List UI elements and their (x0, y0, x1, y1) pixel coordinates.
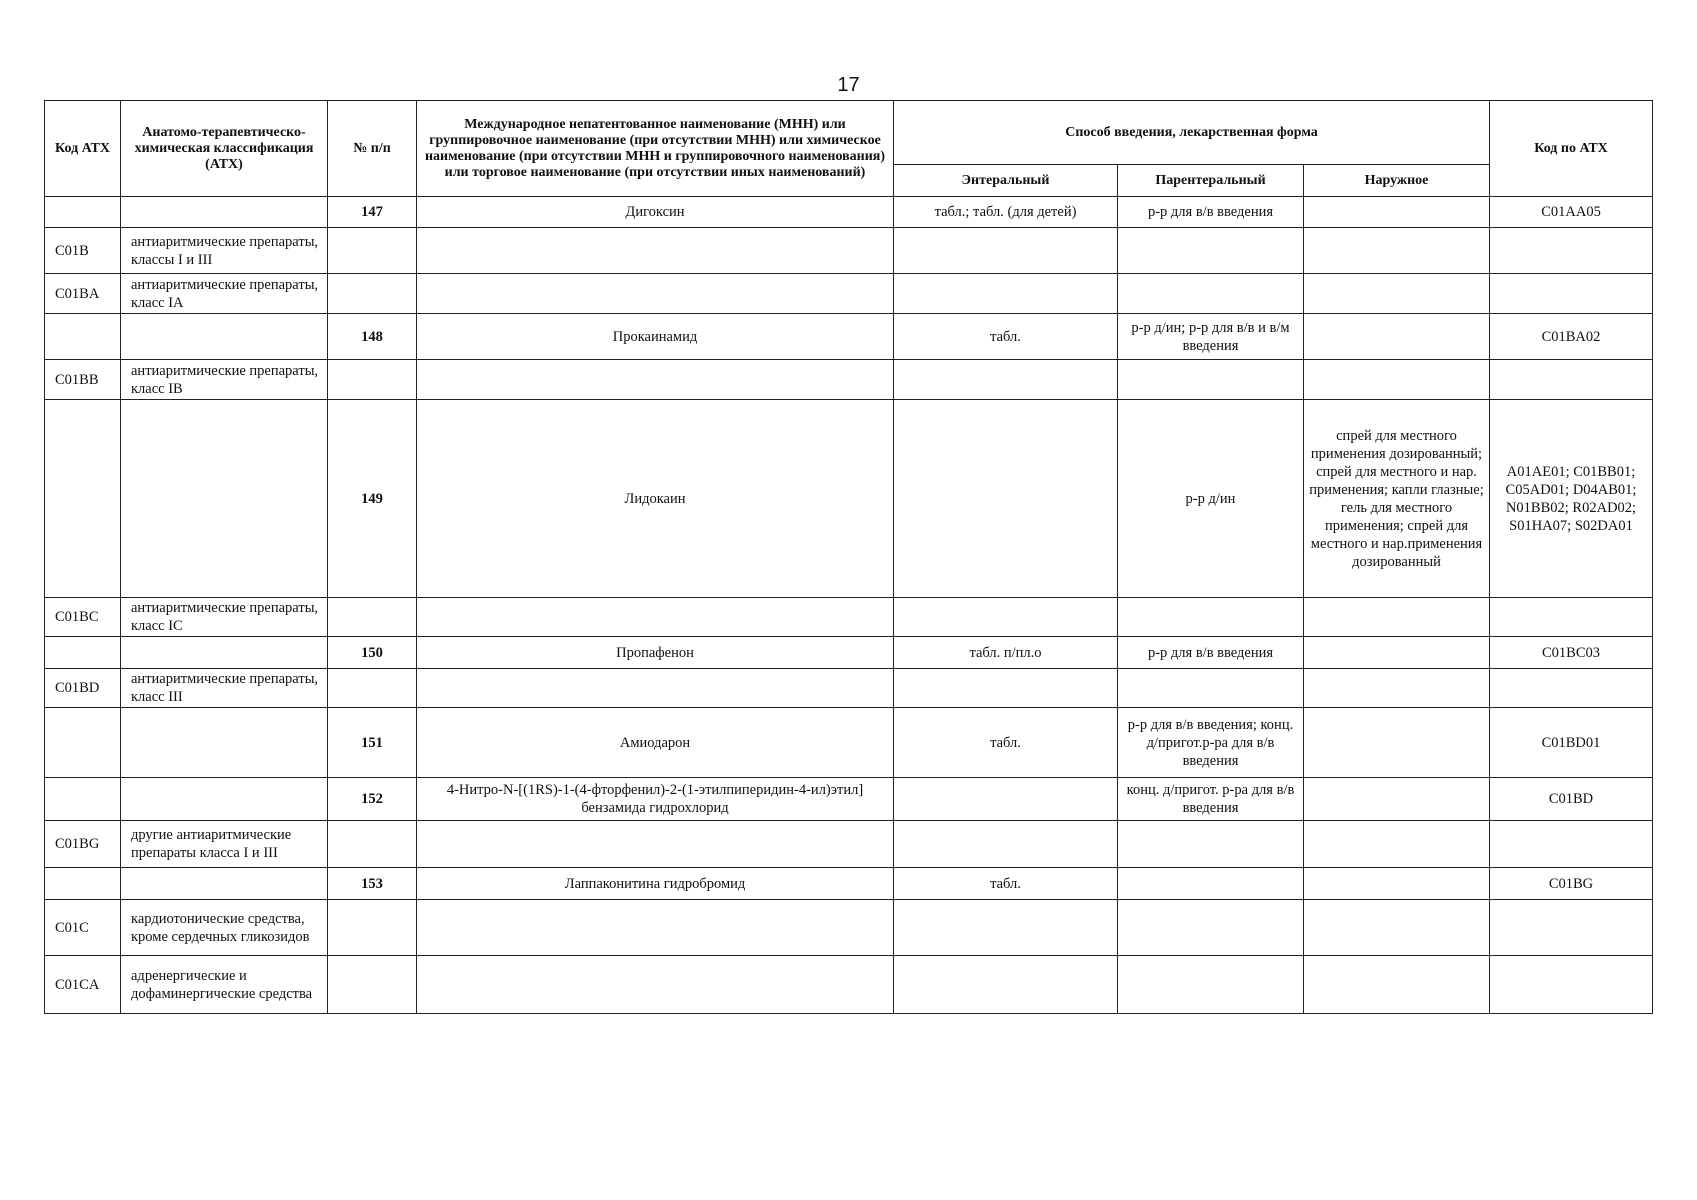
cell-classification: кардиотонические средства, кроме сердечных гликозидов (121, 900, 328, 956)
page-number: 17 (837, 74, 860, 96)
cell-external (1304, 598, 1490, 637)
cell-classification: антиаритмические препараты, класс IB (121, 360, 328, 400)
table-row (45, 274, 1653, 314)
cell-number (328, 821, 417, 868)
cell-external (1304, 868, 1490, 900)
table-body (45, 197, 1653, 1014)
cell-parenteral (1118, 868, 1304, 900)
cell-classification (121, 868, 328, 900)
cell-enteral: табл. (894, 868, 1118, 900)
cell-classification: антиаритмические препараты, класс III (121, 669, 328, 708)
cell-classification (121, 197, 328, 228)
cell-name: Дигоксин (417, 197, 894, 228)
cell-enteral (894, 778, 1118, 821)
table-row (45, 228, 1653, 274)
cell-enteral (894, 669, 1118, 708)
cell-atx-ref (1490, 821, 1653, 868)
cell-name (417, 900, 894, 956)
cell-name (417, 274, 894, 314)
cell-classification (121, 778, 328, 821)
cell-external (1304, 778, 1490, 821)
cell-classification: другие антиаритмические препараты класса I и III (121, 821, 328, 868)
cell-external (1304, 228, 1490, 274)
cell-parenteral (1118, 598, 1304, 637)
cell-parenteral (1118, 669, 1304, 708)
cell-enteral (894, 598, 1118, 637)
cell-enteral (894, 400, 1118, 598)
cell-atx-ref (1490, 360, 1653, 400)
cell-atx-code: C01BA (45, 274, 121, 314)
cell-name (417, 669, 894, 708)
cell-enteral (894, 274, 1118, 314)
cell-external (1304, 669, 1490, 708)
cell-atx-code: C01BC (45, 598, 121, 637)
cell-atx-code (45, 637, 121, 669)
table-row (45, 900, 1653, 956)
table-row (45, 598, 1653, 637)
header-atx-code: Код АТХ (45, 101, 121, 197)
cell-parenteral (1118, 228, 1304, 274)
cell-classification: антиаритмические препараты, классы I и III (121, 228, 328, 274)
cell-name: Лаппаконитина гидробромид (417, 868, 894, 900)
cell-enteral (894, 228, 1118, 274)
cell-number (328, 900, 417, 956)
cell-external (1304, 708, 1490, 778)
cell-atx-ref (1490, 274, 1653, 314)
header-external: Наружное (1304, 165, 1490, 197)
cell-external (1304, 821, 1490, 868)
atx-table (44, 100, 1653, 1014)
cell-enteral: табл. п/пл.о (894, 637, 1118, 669)
cell-atx-code (45, 197, 121, 228)
table-row (45, 708, 1653, 778)
cell-number (328, 360, 417, 400)
cell-parenteral: р-р для в/в введения (1118, 637, 1304, 669)
cell-external (1304, 900, 1490, 956)
cell-name (417, 360, 894, 400)
cell-number (328, 669, 417, 708)
cell-number: 149 (328, 400, 417, 598)
header-parenteral: Парентеральный (1118, 165, 1304, 197)
cell-number (328, 228, 417, 274)
cell-parenteral: конц. д/пригот. р-ра для в/в введения (1118, 778, 1304, 821)
cell-parenteral: р-р д/ин; р-р для в/в и в/м введения (1118, 314, 1304, 360)
cell-parenteral (1118, 821, 1304, 868)
header-number: № п/п (328, 101, 417, 197)
header-route: Способ введения, лекарственная форма (894, 101, 1490, 165)
table-row (45, 637, 1653, 669)
cell-atx-code (45, 778, 121, 821)
cell-enteral (894, 360, 1118, 400)
cell-external (1304, 360, 1490, 400)
cell-name: Лидокаин (417, 400, 894, 598)
cell-classification: адренергические и дофаминергические средства (121, 956, 328, 1014)
cell-parenteral (1118, 900, 1304, 956)
header-name: Международное непатентованное наименование (МНН) или группировочное наименование (при отсутствии МНН) или химическое наименование (при отсутствии МНН и группировочного наименования) или торговое наименование (при отсутствии иных наименований) (417, 101, 894, 197)
cell-atx-code (45, 868, 121, 900)
cell-classification (121, 400, 328, 598)
cell-number (328, 274, 417, 314)
cell-atx-ref: C01BD (1490, 778, 1653, 821)
table-row (45, 314, 1653, 360)
cell-atx-ref: C01BG (1490, 868, 1653, 900)
cell-classification (121, 637, 328, 669)
cell-atx-code (45, 314, 121, 360)
cell-external (1304, 314, 1490, 360)
cell-atx-code: C01BD (45, 669, 121, 708)
header-classification: Анатомо-терапевтическо-химическая классификация (АТХ) (121, 101, 328, 197)
cell-atx-code: C01C (45, 900, 121, 956)
cell-number (328, 956, 417, 1014)
cell-name: 4-Нитро-N-[(1RS)-1-(4-фторфенил)-2-(1-этилпиперидин-4-ил)этил] бензамида гидрохлорид (417, 778, 894, 821)
cell-parenteral (1118, 956, 1304, 1014)
cell-external (1304, 956, 1490, 1014)
cell-atx-ref (1490, 228, 1653, 274)
cell-name (417, 956, 894, 1014)
cell-classification (121, 708, 328, 778)
cell-classification: антиаритмические препараты, класс IA (121, 274, 328, 314)
cell-atx-ref: C01BD01 (1490, 708, 1653, 778)
cell-enteral (894, 900, 1118, 956)
cell-name: Прокаинамид (417, 314, 894, 360)
cell-enteral (894, 821, 1118, 868)
cell-external (1304, 637, 1490, 669)
table-row (45, 821, 1653, 868)
cell-name: Пропафенон (417, 637, 894, 669)
cell-parenteral (1118, 274, 1304, 314)
cell-atx-code: C01BB (45, 360, 121, 400)
cell-parenteral: р-р д/ин (1118, 400, 1304, 598)
header-enteral: Энтеральный (894, 165, 1118, 197)
table-row (45, 669, 1653, 708)
cell-atx-ref: C01AA05 (1490, 197, 1653, 228)
cell-number: 148 (328, 314, 417, 360)
cell-classification: антиаритмические препараты, класс IC (121, 598, 328, 637)
cell-enteral: табл.; табл. (для детей) (894, 197, 1118, 228)
cell-atx-ref: C01BA02 (1490, 314, 1653, 360)
cell-atx-code: C01BG (45, 821, 121, 868)
cell-enteral: табл. (894, 708, 1118, 778)
cell-enteral: табл. (894, 314, 1118, 360)
table-row (45, 868, 1653, 900)
cell-atx-code: C01B (45, 228, 121, 274)
cell-atx-ref: A01AE01; C01BB01; C05AD01; D04AB01; N01BB02; R02AD02; S01HA07; S02DA01 (1490, 400, 1653, 598)
table-row (45, 956, 1653, 1014)
cell-atx-ref: C01BC03 (1490, 637, 1653, 669)
table-row (45, 778, 1653, 821)
cell-external: спрей для местного применения дозированный; спрей для местного и нар. применения; капли глазные; гель для местного применения; спрей для местного и нар.применения дозированный (1304, 400, 1490, 598)
cell-atx-ref (1490, 900, 1653, 956)
table-row (45, 400, 1653, 598)
cell-name (417, 598, 894, 637)
cell-parenteral (1118, 360, 1304, 400)
cell-atx-code (45, 400, 121, 598)
cell-name: Амиодарон (417, 708, 894, 778)
cell-number (328, 598, 417, 637)
cell-parenteral: р-р для в/в введения (1118, 197, 1304, 228)
cell-enteral (894, 956, 1118, 1014)
cell-atx-ref (1490, 956, 1653, 1014)
cell-external (1304, 274, 1490, 314)
cell-atx-ref (1490, 669, 1653, 708)
header-atx-code-ref: Код по АТХ (1490, 101, 1653, 197)
cell-atx-code: C01CA (45, 956, 121, 1014)
cell-number: 151 (328, 708, 417, 778)
cell-number: 153 (328, 868, 417, 900)
cell-parenteral: р-р для в/в введения; конц. д/пригот.р-ра для в/в введения (1118, 708, 1304, 778)
cell-atx-code (45, 708, 121, 778)
cell-name (417, 228, 894, 274)
cell-number: 150 (328, 637, 417, 669)
cell-number: 147 (328, 197, 417, 228)
table-row (45, 197, 1653, 228)
cell-external (1304, 197, 1490, 228)
cell-number: 152 (328, 778, 417, 821)
cell-atx-ref (1490, 598, 1653, 637)
table-row (45, 360, 1653, 400)
cell-classification (121, 314, 328, 360)
cell-name (417, 821, 894, 868)
